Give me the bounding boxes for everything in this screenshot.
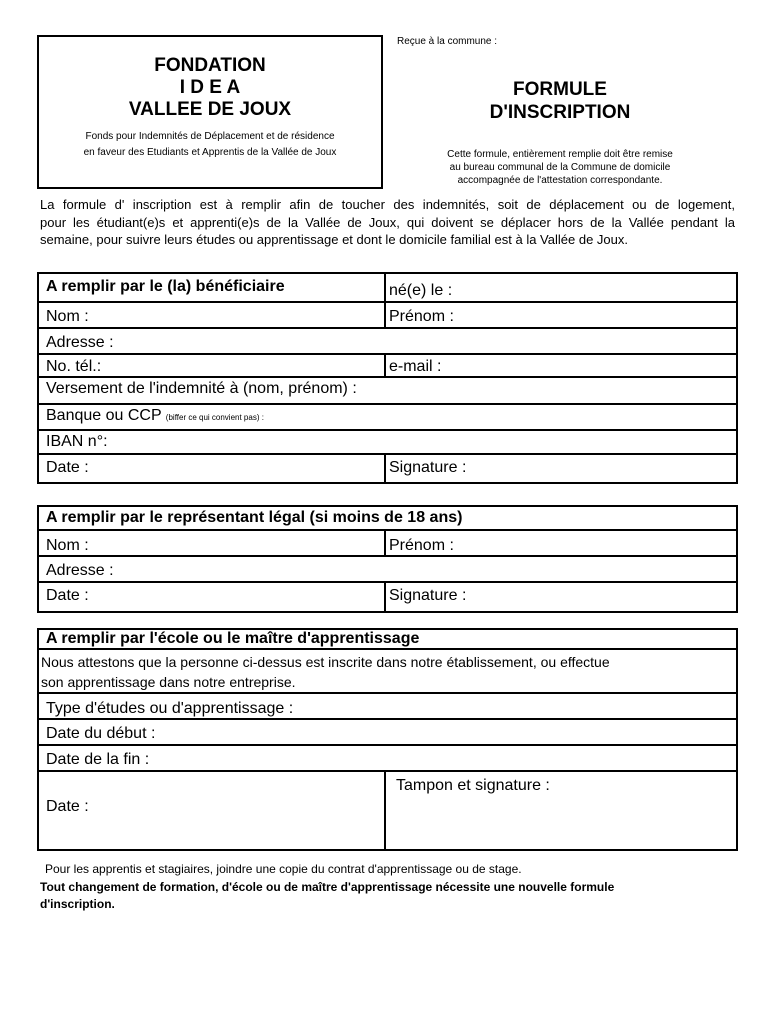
start-date-row xyxy=(39,720,736,746)
iban-field[interactable]: IBAN n°: xyxy=(46,433,108,450)
beneficiary-bank-row xyxy=(39,405,736,431)
legal-rep-firstname-field[interactable]: Prénom : xyxy=(384,531,736,555)
form-instructions-line3: accompagnée de l'attestation correspondante. xyxy=(457,175,663,186)
beneficiary-email-field[interactable]: e-mail : xyxy=(384,355,736,376)
attestation-text xyxy=(39,650,736,692)
beneficiary-phone-field[interactable]: No. tél.: xyxy=(46,358,102,375)
beneficiary-contact-row xyxy=(39,355,736,378)
beneficiary-address-field[interactable]: Adresse : xyxy=(46,334,114,351)
intro-line1: La formule d' inscription est à remplir afin de toucher des indemnités, soit de déplacement ou de logement, xyxy=(40,197,735,212)
bank-label: Banque ou CCP xyxy=(46,407,162,424)
received-at-commune-label: Reçue à la commune : xyxy=(397,36,498,47)
end-date-row xyxy=(39,746,736,772)
stamp-signature-field[interactable]: Tampon et signature : xyxy=(384,772,736,849)
intro-line2: pour les étudiant(e)s et apprenti(e)s de la Vallée de Joux, qui doivent se déplacer hors de la Vallée pendant la xyxy=(40,214,735,230)
legal-rep-address-field[interactable]: Adresse : xyxy=(46,562,114,579)
school-title: A remplir par l'école ou le maître d'apprentissage xyxy=(46,630,420,647)
intro-paragraph xyxy=(40,196,735,249)
school-attestation-row xyxy=(39,650,736,694)
beneficiary-signature-field[interactable]: Signature : xyxy=(384,455,736,482)
birth-date-field[interactable]: né(e) le : xyxy=(384,274,736,301)
beneficiary-address-row xyxy=(39,329,736,355)
form-title-line1: FORMULE xyxy=(513,79,607,100)
org-description-line2: en faveur des Etudiants et Apprentis de la Vallée de Joux xyxy=(83,147,337,158)
attestation-line2: son apprentissage dans notre entreprise. xyxy=(41,674,296,690)
form-title xyxy=(440,78,680,124)
school-section xyxy=(37,628,738,851)
end-date-field[interactable]: Date de la fin : xyxy=(46,751,150,768)
beneficiary-date-row xyxy=(39,455,736,482)
form-title-line2: D'INSCRIPTION xyxy=(489,102,631,123)
bank-field[interactable] xyxy=(39,405,736,429)
legal-rep-name-field[interactable]: Nom : xyxy=(46,537,89,554)
beneficiary-payment-row xyxy=(39,378,736,405)
bank-note: (biffer ce qui convient pas) : xyxy=(165,413,264,422)
org-description-line1: Fonds pour Indemnités de Déplacement et de résidence xyxy=(85,131,335,142)
legal-rep-date-field[interactable]: Date : xyxy=(46,587,89,604)
legal-rep-signature-field[interactable]: Signature : xyxy=(384,583,736,611)
form-instructions xyxy=(410,148,710,187)
form-instructions-line1: Cette formule, entièrement remplie doit être remise xyxy=(447,149,673,160)
study-type-field[interactable]: Type d'études ou d'apprentissage : xyxy=(46,700,294,717)
beneficiary-name-row xyxy=(39,303,736,329)
start-date-field[interactable]: Date du début : xyxy=(46,725,156,742)
beneficiary-iban-row xyxy=(39,431,736,455)
legal-rep-header-row xyxy=(39,507,736,531)
school-date-field[interactable]: Date : xyxy=(46,798,89,815)
foundation-box xyxy=(37,35,383,189)
footer-warning xyxy=(40,879,740,913)
intro-line3: semaine, pour suivre leurs études ou apprentissage et dont le domicile familial est à la Vallée de Joux. xyxy=(40,232,628,247)
study-type-row xyxy=(39,694,736,720)
form-instructions-line2: au bureau communal de la Commune de domicile xyxy=(449,162,671,173)
legal-rep-title: A remplir par le représentant légal (si moins de 18 ans) xyxy=(46,509,463,526)
payment-recipient-field[interactable]: Versement de l'indemnité à (nom, prénom) : xyxy=(46,380,357,397)
attestation-line1: Nous attestons que la personne ci-dessus est inscrite dans notre établissement, ou effectue xyxy=(41,654,610,670)
org-name-line3: VALLEE DE JOUX xyxy=(128,99,292,120)
org-name-line1: FONDATION xyxy=(154,55,266,76)
org-name-line2: I D E A xyxy=(179,77,241,98)
beneficiary-name-field[interactable]: Nom : xyxy=(46,308,89,325)
footer-warning-line2: d'inscription. xyxy=(40,897,115,911)
legal-representative-section xyxy=(37,505,738,613)
footer-note: Pour les apprentis et stagiaires, joindre une copie du contrat d'apprentissage ou de stage. xyxy=(45,862,522,876)
legal-rep-address-row xyxy=(39,557,736,583)
school-stamp-row xyxy=(39,772,736,849)
beneficiary-section xyxy=(37,272,738,484)
footer-warning-line1: Tout changement de formation, d'école ou de maître d'apprentissage nécessite une nouvelle formule xyxy=(40,880,615,894)
beneficiary-firstname-field[interactable]: Prénom : xyxy=(384,303,736,327)
legal-rep-name-row xyxy=(39,531,736,557)
beneficiary-header-row xyxy=(39,274,736,303)
beneficiary-date-field[interactable]: Date : xyxy=(46,459,89,476)
school-header-row xyxy=(39,630,736,650)
beneficiary-title: A remplir par le (la) bénéficiaire xyxy=(46,278,285,295)
legal-rep-date-row xyxy=(39,583,736,611)
